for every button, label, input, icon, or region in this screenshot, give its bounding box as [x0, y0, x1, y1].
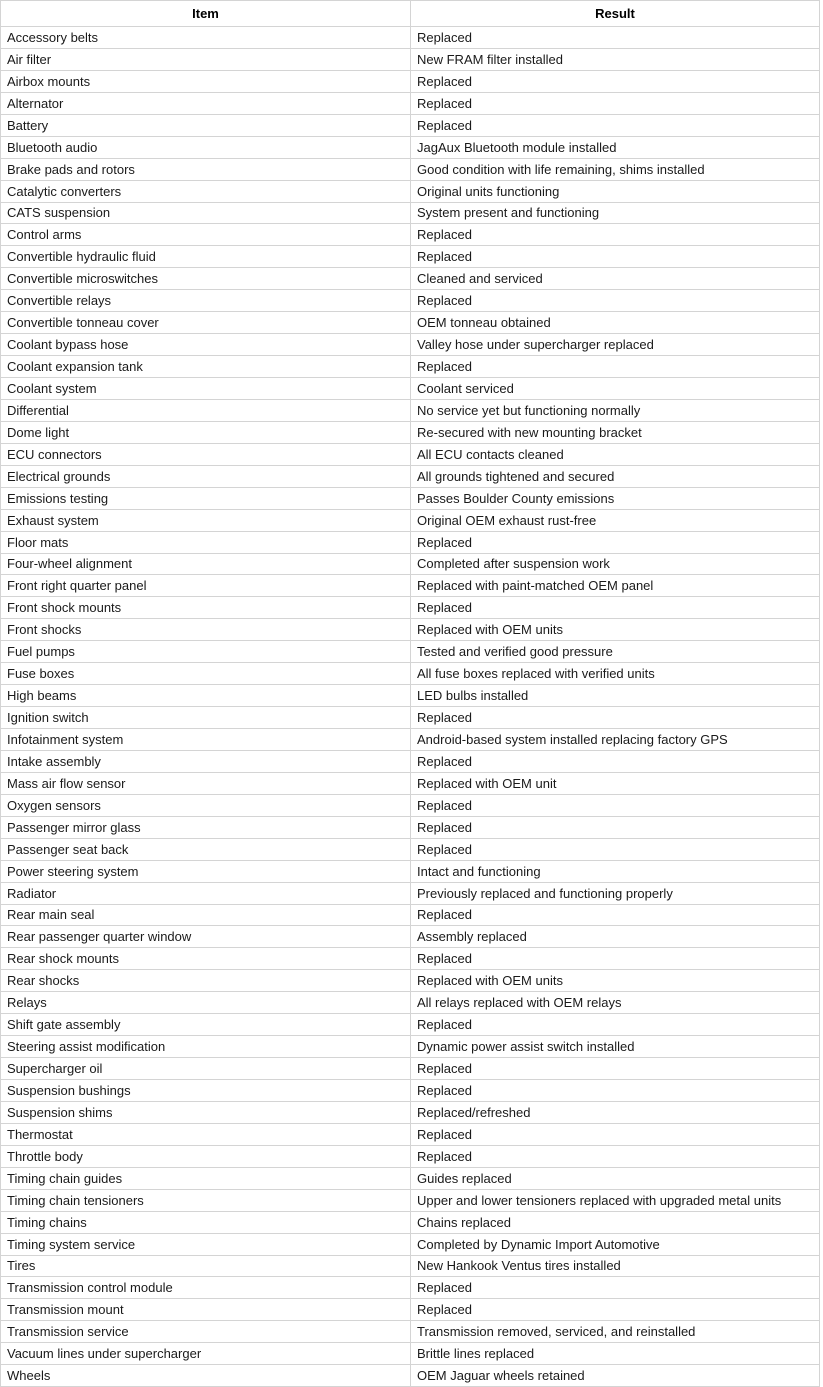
- item-cell: Power steering system: [1, 860, 411, 882]
- result-cell: Assembly replaced: [411, 926, 820, 948]
- table-header: [1, 1, 820, 27]
- result-cell: No service yet but functioning normally: [411, 399, 820, 421]
- result-cell: Chains replaced: [411, 1211, 820, 1233]
- table-row: [1, 1321, 820, 1343]
- table-row: [1, 399, 820, 421]
- result-cell: Replaced: [411, 356, 820, 378]
- result-cell: Completed after suspension work: [411, 553, 820, 575]
- table-row: [1, 619, 820, 641]
- table-body: [1, 27, 820, 1387]
- table-row: [1, 970, 820, 992]
- table-row: [1, 772, 820, 794]
- result-cell: Intact and functioning: [411, 860, 820, 882]
- table-row: [1, 860, 820, 882]
- result-cell: Replaced: [411, 290, 820, 312]
- result-cell: Transmission removed, serviced, and reinstalled: [411, 1321, 820, 1343]
- table-row: [1, 158, 820, 180]
- item-cell: High beams: [1, 685, 411, 707]
- table-row: [1, 948, 820, 970]
- table-row: [1, 246, 820, 268]
- table-row: [1, 290, 820, 312]
- result-cell: Tested and verified good pressure: [411, 641, 820, 663]
- item-cell: Oxygen sensors: [1, 794, 411, 816]
- item-cell: Tires: [1, 1255, 411, 1277]
- table-row: [1, 1299, 820, 1321]
- result-cell: Replaced: [411, 1058, 820, 1080]
- item-cell: Transmission mount: [1, 1299, 411, 1321]
- table-row: [1, 641, 820, 663]
- table-row: [1, 1145, 820, 1167]
- item-cell: Coolant expansion tank: [1, 356, 411, 378]
- table-row: [1, 356, 820, 378]
- item-cell: Throttle body: [1, 1145, 411, 1167]
- result-cell: Replaced with OEM unit: [411, 772, 820, 794]
- table-row: [1, 202, 820, 224]
- item-cell: Timing chains: [1, 1211, 411, 1233]
- result-cell: Replaced: [411, 904, 820, 926]
- column-header-item: Item: [1, 1, 411, 27]
- item-cell: Front right quarter panel: [1, 575, 411, 597]
- result-cell: Replaced: [411, 816, 820, 838]
- item-cell: Rear shocks: [1, 970, 411, 992]
- table-row: [1, 268, 820, 290]
- item-cell: Emissions testing: [1, 487, 411, 509]
- result-cell: Previously replaced and functioning properly: [411, 882, 820, 904]
- item-cell: Convertible relays: [1, 290, 411, 312]
- result-cell: Replaced: [411, 707, 820, 729]
- result-cell: Replaced: [411, 1080, 820, 1102]
- table-row: [1, 1101, 820, 1123]
- item-cell: Radiator: [1, 882, 411, 904]
- table-row: [1, 136, 820, 158]
- result-cell: Replaced: [411, 224, 820, 246]
- item-cell: Front shocks: [1, 619, 411, 641]
- table-row: [1, 1080, 820, 1102]
- result-cell: Replaced: [411, 92, 820, 114]
- table-row: [1, 27, 820, 49]
- item-cell: Passenger seat back: [1, 838, 411, 860]
- table-row: [1, 378, 820, 400]
- result-cell: Replaced: [411, 70, 820, 92]
- item-cell: Battery: [1, 114, 411, 136]
- table-row: [1, 487, 820, 509]
- result-cell: Replaced: [411, 114, 820, 136]
- result-cell: New Hankook Ventus tires installed: [411, 1255, 820, 1277]
- item-cell: Bluetooth audio: [1, 136, 411, 158]
- result-cell: Replaced: [411, 794, 820, 816]
- item-cell: Timing system service: [1, 1233, 411, 1255]
- table-row: [1, 1014, 820, 1036]
- item-cell: Relays: [1, 992, 411, 1014]
- table-row: [1, 1189, 820, 1211]
- item-cell: Rear passenger quarter window: [1, 926, 411, 948]
- item-cell: Thermostat: [1, 1123, 411, 1145]
- item-cell: Airbox mounts: [1, 70, 411, 92]
- table-row: [1, 1058, 820, 1080]
- result-cell: Original units functioning: [411, 180, 820, 202]
- result-cell: All fuse boxes replaced with verified units: [411, 663, 820, 685]
- item-cell: ECU connectors: [1, 443, 411, 465]
- result-cell: LED bulbs installed: [411, 685, 820, 707]
- table-row: [1, 816, 820, 838]
- table-row: [1, 663, 820, 685]
- item-cell: Intake assembly: [1, 750, 411, 772]
- table-row: [1, 729, 820, 751]
- result-cell: Replaced with paint-matched OEM panel: [411, 575, 820, 597]
- item-cell: Differential: [1, 399, 411, 421]
- result-cell: Replaced with OEM units: [411, 619, 820, 641]
- item-cell: Suspension bushings: [1, 1080, 411, 1102]
- header-row: [1, 1, 820, 27]
- result-cell: Passes Boulder County emissions: [411, 487, 820, 509]
- result-cell: Replaced: [411, 1277, 820, 1299]
- item-cell: Mass air flow sensor: [1, 772, 411, 794]
- item-cell: Infotainment system: [1, 729, 411, 751]
- result-cell: Replaced: [411, 1145, 820, 1167]
- result-cell: Good condition with life remaining, shims installed: [411, 158, 820, 180]
- item-cell: Catalytic converters: [1, 180, 411, 202]
- item-cell: Coolant system: [1, 378, 411, 400]
- table-row: [1, 443, 820, 465]
- item-cell: Convertible tonneau cover: [1, 312, 411, 334]
- result-cell: Completed by Dynamic Import Automotive: [411, 1233, 820, 1255]
- result-cell: Replaced: [411, 27, 820, 49]
- result-cell: Replaced: [411, 1123, 820, 1145]
- table-row: [1, 509, 820, 531]
- item-cell: Vacuum lines under supercharger: [1, 1343, 411, 1365]
- item-cell: Dome light: [1, 421, 411, 443]
- item-cell: Supercharger oil: [1, 1058, 411, 1080]
- item-cell: Alternator: [1, 92, 411, 114]
- item-cell: CATS suspension: [1, 202, 411, 224]
- item-cell: Electrical grounds: [1, 465, 411, 487]
- result-cell: Brittle lines replaced: [411, 1343, 820, 1365]
- result-cell: Cleaned and serviced: [411, 268, 820, 290]
- table-row: [1, 1277, 820, 1299]
- item-cell: Suspension shims: [1, 1101, 411, 1123]
- table-row: [1, 1167, 820, 1189]
- table-row: [1, 224, 820, 246]
- table-row: [1, 70, 820, 92]
- result-cell: All ECU contacts cleaned: [411, 443, 820, 465]
- table-row: [1, 465, 820, 487]
- result-cell: Coolant serviced: [411, 378, 820, 400]
- column-header-result: Result: [411, 1, 820, 27]
- result-cell: Guides replaced: [411, 1167, 820, 1189]
- item-cell: Ignition switch: [1, 707, 411, 729]
- table-row: [1, 926, 820, 948]
- result-cell: Replaced: [411, 750, 820, 772]
- item-cell: Convertible hydraulic fluid: [1, 246, 411, 268]
- result-cell: OEM tonneau obtained: [411, 312, 820, 334]
- item-cell: Four-wheel alignment: [1, 553, 411, 575]
- result-cell: Replaced: [411, 597, 820, 619]
- table-row: [1, 1036, 820, 1058]
- result-cell: Replaced: [411, 1299, 820, 1321]
- item-cell: Brake pads and rotors: [1, 158, 411, 180]
- table-row: [1, 904, 820, 926]
- item-cell: Air filter: [1, 48, 411, 70]
- item-cell: Rear main seal: [1, 904, 411, 926]
- item-cell: Timing chain guides: [1, 1167, 411, 1189]
- table-row: [1, 1255, 820, 1277]
- result-cell: Upper and lower tensioners replaced with upgraded metal units: [411, 1189, 820, 1211]
- result-cell: JagAux Bluetooth module installed: [411, 136, 820, 158]
- item-cell: Shift gate assembly: [1, 1014, 411, 1036]
- table-row: [1, 553, 820, 575]
- result-cell: Original OEM exhaust rust-free: [411, 509, 820, 531]
- result-cell: All relays replaced with OEM relays: [411, 992, 820, 1014]
- item-cell: Fuel pumps: [1, 641, 411, 663]
- table-row: [1, 334, 820, 356]
- item-cell: Exhaust system: [1, 509, 411, 531]
- item-cell: Wheels: [1, 1365, 411, 1387]
- result-cell: Dynamic power assist switch installed: [411, 1036, 820, 1058]
- table-row: [1, 114, 820, 136]
- table-row: [1, 92, 820, 114]
- result-cell: Replaced: [411, 948, 820, 970]
- result-cell: All grounds tightened and secured: [411, 465, 820, 487]
- item-cell: Coolant bypass hose: [1, 334, 411, 356]
- item-cell: Timing chain tensioners: [1, 1189, 411, 1211]
- result-cell: Replaced: [411, 838, 820, 860]
- result-cell: Replaced/refreshed: [411, 1101, 820, 1123]
- table-row: [1, 1365, 820, 1387]
- result-cell: Valley hose under supercharger replaced: [411, 334, 820, 356]
- table-row: [1, 750, 820, 772]
- table-row: [1, 1211, 820, 1233]
- result-cell: Replaced: [411, 1014, 820, 1036]
- item-cell: Fuse boxes: [1, 663, 411, 685]
- item-cell: Rear shock mounts: [1, 948, 411, 970]
- table-row: [1, 838, 820, 860]
- result-cell: Replaced with OEM units: [411, 970, 820, 992]
- table-row: [1, 531, 820, 553]
- table-row: [1, 180, 820, 202]
- item-cell: Steering assist modification: [1, 1036, 411, 1058]
- item-cell: Convertible microswitches: [1, 268, 411, 290]
- table-row: [1, 882, 820, 904]
- result-cell: Android-based system installed replacing factory GPS: [411, 729, 820, 751]
- table-row: [1, 421, 820, 443]
- table-row: [1, 1233, 820, 1255]
- table-row: [1, 685, 820, 707]
- table-row: [1, 575, 820, 597]
- item-cell: Control arms: [1, 224, 411, 246]
- result-cell: OEM Jaguar wheels retained: [411, 1365, 820, 1387]
- item-cell: Front shock mounts: [1, 597, 411, 619]
- result-cell: Re-secured with new mounting bracket: [411, 421, 820, 443]
- table-row: [1, 992, 820, 1014]
- table-row: [1, 312, 820, 334]
- result-cell: System present and functioning: [411, 202, 820, 224]
- result-cell: Replaced: [411, 246, 820, 268]
- table-row: [1, 1343, 820, 1365]
- table-row: [1, 707, 820, 729]
- item-cell: Floor mats: [1, 531, 411, 553]
- table-row: [1, 1123, 820, 1145]
- table-row: [1, 597, 820, 619]
- result-cell: New FRAM filter installed: [411, 48, 820, 70]
- item-cell: Transmission control module: [1, 1277, 411, 1299]
- table-row: [1, 794, 820, 816]
- item-cell: Accessory belts: [1, 27, 411, 49]
- item-cell: Passenger mirror glass: [1, 816, 411, 838]
- item-cell: Transmission service: [1, 1321, 411, 1343]
- table-row: [1, 48, 820, 70]
- result-cell: Replaced: [411, 531, 820, 553]
